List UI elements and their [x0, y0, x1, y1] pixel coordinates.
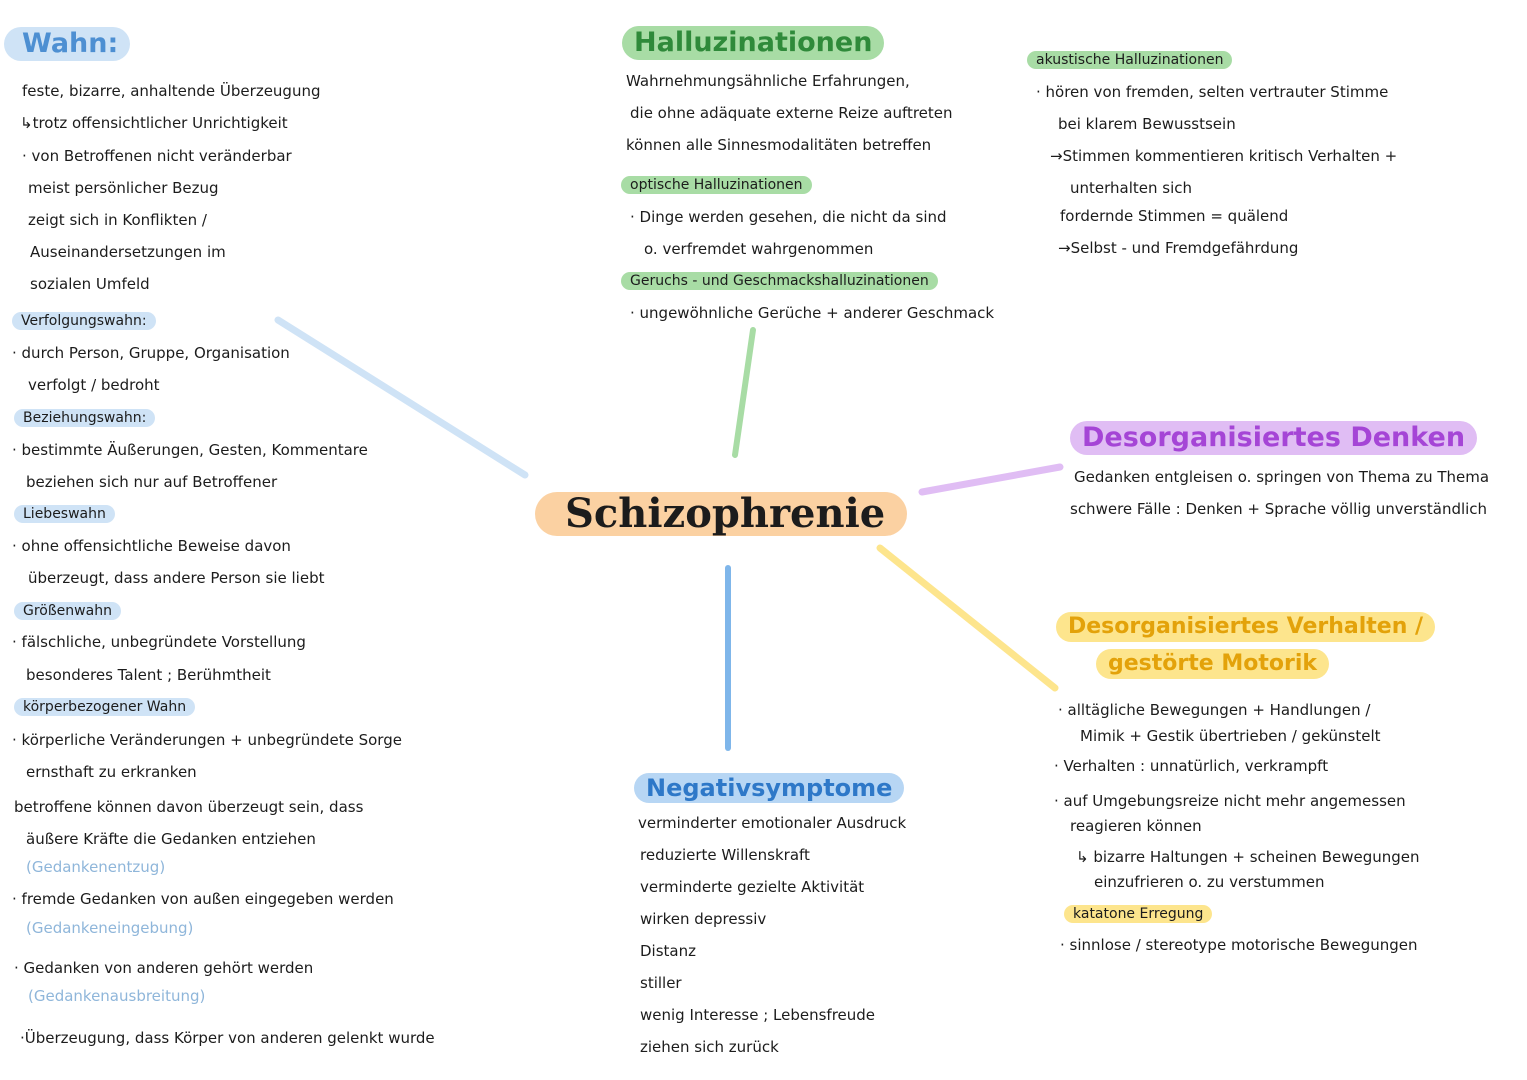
wahn-extra-note: (Gedankenentzug) [26, 858, 166, 876]
verhalten-line: reagieren können [1070, 817, 1202, 835]
denken-line: schwere Fälle : Denken + Sprache völlig unverständlich [1070, 500, 1488, 518]
groessenwahn-line: besonderes Talent ; Berühmtheit [26, 666, 271, 684]
negativ-line: wenig Interesse ; Lebensfreude [640, 1006, 876, 1024]
koerperwahn-heading: körperbezogener Wahn [14, 698, 195, 716]
akustische-line: unterhalten sich [1070, 179, 1193, 197]
central-title: Schizophrenie [535, 492, 907, 536]
liebeswahn-line: · ohne offensichtliche Beweise davon [12, 537, 291, 555]
verhalten-line: ↳ bizarre Haltungen + scheinen Bewegungen [1076, 848, 1420, 866]
verhalten-heading-2: gestörte Motorik [1096, 649, 1329, 679]
verfolgungswahn-heading: Verfolgungswahn: [12, 312, 156, 330]
akustische-line: →Stimmen kommentieren kritisch Verhalten + [1050, 147, 1398, 165]
negativ-line: wirken depressiv [640, 910, 767, 928]
wahn-extra-line: · fremde Gedanken von außen eingegeben werden [12, 890, 394, 908]
connector-halluzinationen [735, 330, 753, 455]
koerperwahn-line: ernsthaft zu erkranken [26, 763, 197, 781]
wahn-heading: Wahn: [4, 27, 130, 61]
wahn-intro-line: ↳trotz offensichtlicher Unrichtigkeit [20, 114, 288, 132]
katatone-heading: katatone Erregung [1064, 905, 1212, 923]
halluzinationen-intro-line: Wahrnehmungsähnliche Erfahrungen, [626, 72, 910, 90]
wahn-intro-line: · von Betroffenen nicht veränderbar [22, 147, 292, 165]
groessenwahn-heading: Größenwahn [14, 602, 121, 620]
akustische-line: →Selbst - und Fremdgefährdung [1058, 239, 1299, 257]
koerperwahn-line: · körperliche Veränderungen + unbegründete Sorge [12, 731, 402, 749]
beziehungswahn-line: beziehen sich nur auf Betroffener [26, 473, 278, 491]
connector-denken [922, 467, 1060, 492]
akustische-line: · hören von fremden, selten vertrauter Stimme [1036, 83, 1389, 101]
verhalten-heading: Desorganisiertes Verhalten / [1056, 612, 1435, 642]
liebeswahn-heading: Liebeswahn [14, 505, 115, 523]
groessenwahn-line: · fälschliche, unbegründete Vorstellung [12, 633, 306, 651]
verhalten-line: · Verhalten : unnatürlich, verkrampft [1054, 757, 1329, 775]
verhalten-line: einzufrieren o. zu verstummen [1094, 873, 1325, 891]
akustische-line: fordernde Stimmen = quälend [1060, 207, 1289, 225]
wahn-extra-line: äußere Kräfte die Gedanken entziehen [26, 830, 316, 848]
wahn-extra-note: (Gedankeneingebung) [26, 919, 194, 937]
wahn-extra-line: ·Überzeugung, dass Körper von anderen gelenkt wurde [20, 1029, 435, 1047]
geruch-line: · ungewöhnliche Gerüche + anderer Geschmack [630, 304, 995, 322]
verfolgungswahn-line: verfolgt / bedroht [28, 376, 160, 394]
wahn-extra-line: betroffene können davon überzeugt sein, dass [14, 798, 364, 816]
geruch-heading: Geruchs - und Geschmackshalluzinationen [621, 272, 938, 290]
wahn-intro-line: zeigt sich in Konflikten / [28, 211, 207, 229]
denken-heading: Desorganisiertes Denken [1070, 421, 1477, 455]
akustische-heading: akustische Halluzinationen [1027, 51, 1232, 69]
beziehungswahn-heading: Beziehungswahn: [14, 409, 155, 427]
negativ-line: verminderte gezielte Aktivität [640, 878, 865, 896]
halluzinationen-heading: Halluzinationen [622, 26, 884, 60]
halluzinationen-intro-line: können alle Sinnesmodalitäten betreffen [626, 136, 932, 154]
connector-verhalten [880, 548, 1055, 688]
verhalten-line: · auf Umgebungsreize nicht mehr angemessen [1054, 792, 1406, 810]
wahn-intro-line: Auseinandersetzungen im [30, 243, 226, 261]
negativ-line: stiller [640, 974, 682, 992]
liebeswahn-line: überzeugt, dass andere Person sie liebt [28, 569, 325, 587]
optische-heading: optische Halluzinationen [621, 176, 812, 194]
wahn-intro-line: sozialen Umfeld [30, 275, 150, 293]
wahn-intro-line: feste, bizarre, anhaltende Überzeugung [22, 82, 321, 100]
negativ-line: ziehen sich zurück [640, 1038, 779, 1056]
negativ-line: verminderter emotionaler Ausdruck [638, 814, 907, 832]
verhalten-line: · alltägliche Bewegungen + Handlungen / [1058, 701, 1371, 719]
negativ-line: Distanz [640, 942, 696, 960]
negativ-heading: Negativsymptome [634, 773, 904, 803]
akustische-line: bei klarem Bewusstsein [1058, 115, 1236, 133]
verhalten-line: Mimik + Gestik übertrieben / gekünstelt [1080, 727, 1381, 745]
negativ-line: reduzierte Willenskraft [640, 846, 810, 864]
katatone-line: · sinnlose / stereotype motorische Bewegungen [1060, 936, 1418, 954]
halluzinationen-intro-line: die ohne adäquate externe Reize auftreten [630, 104, 953, 122]
optische-line: o. verfremdet wahrgenommen [644, 240, 874, 258]
wahn-extra-note: (Gedankenausbreitung) [28, 987, 206, 1005]
optische-line: · Dinge werden gesehen, die nicht da sind [630, 208, 947, 226]
wahn-extra-line: · Gedanken von anderen gehört werden [14, 959, 314, 977]
denken-line: Gedanken entgleisen o. springen von Thema zu Thema [1074, 468, 1490, 486]
beziehungswahn-line: · bestimmte Äußerungen, Gesten, Kommentare [12, 441, 368, 459]
wahn-intro-line: meist persönlicher Bezug [28, 179, 219, 197]
verfolgungswahn-line: · durch Person, Gruppe, Organisation [12, 344, 290, 362]
